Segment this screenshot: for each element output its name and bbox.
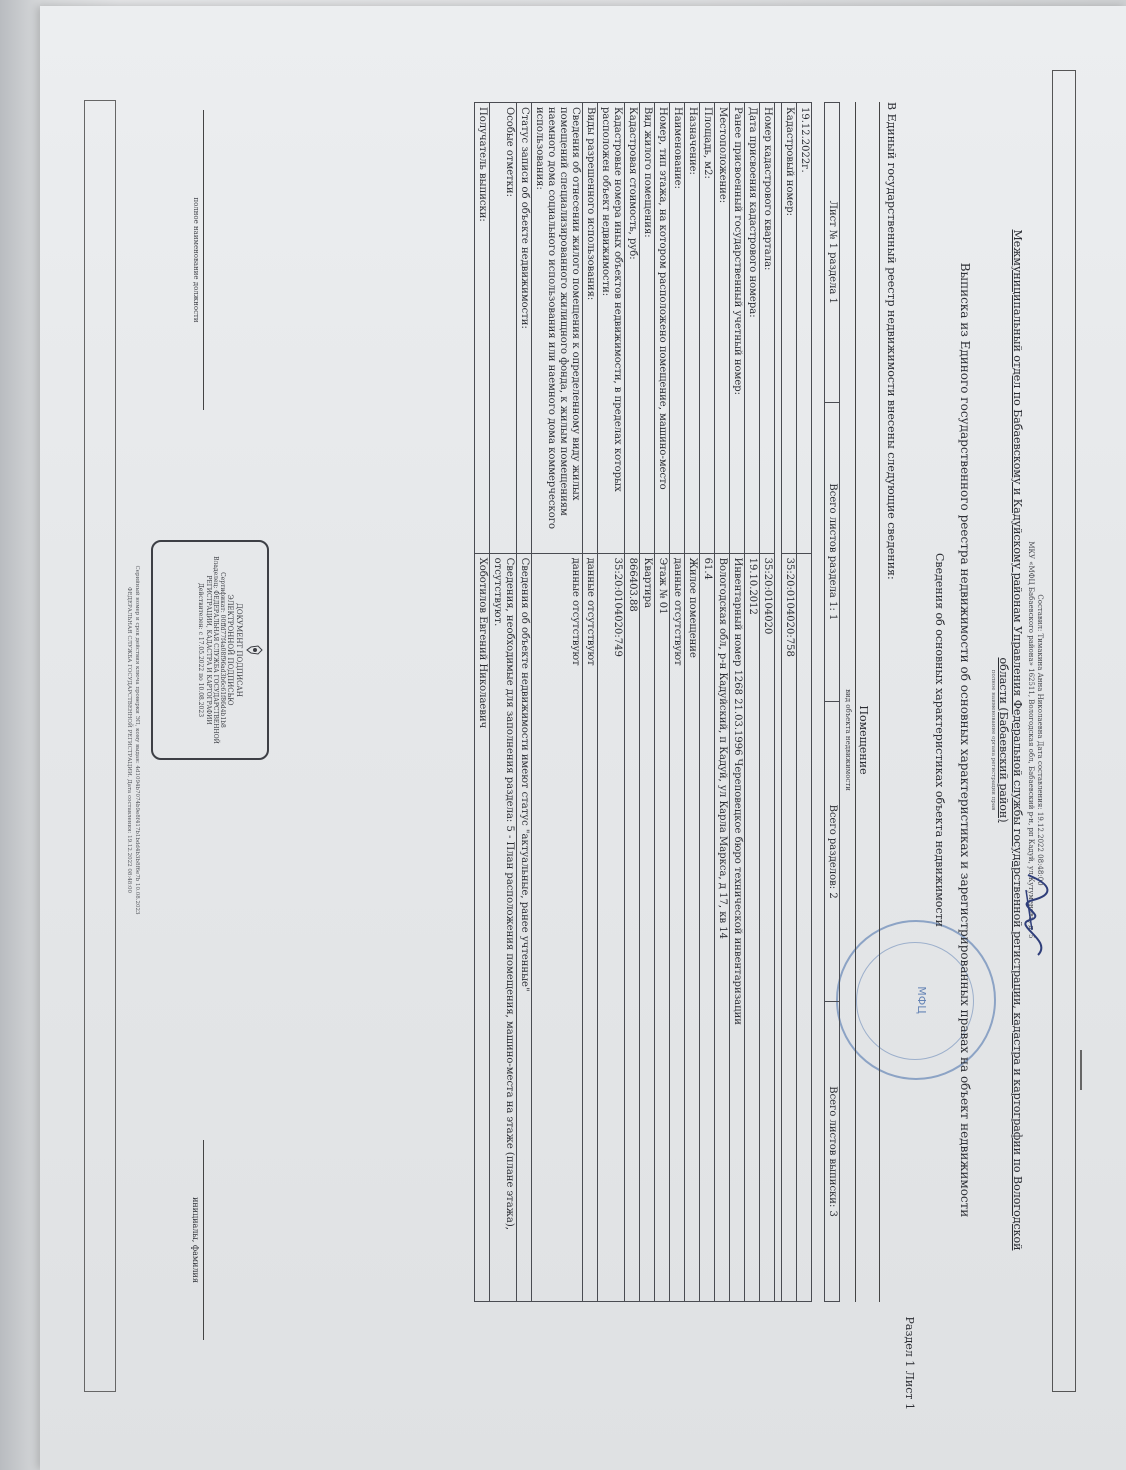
stamp-owner: Владелец: ФЕДЕРАЛЬНАЯ СЛУЖБА ГОСУДАРСТВЕННОЙ (211, 556, 219, 744)
table-row (517, 103, 532, 1302)
document-subtitle: Сведения об основных характеристиках объекта недвижимости (933, 553, 946, 927)
document-title: Выписка из Единого государственного реестра недвижимости об основных характеристиках и зарегистрированных правах на объект недвижимости (958, 262, 972, 1218)
row-value: 61.4 (700, 553, 715, 1301)
table-row (760, 103, 775, 1302)
row-value: данные отсутствуют (583, 553, 598, 1301)
bottom-frame (84, 100, 116, 1392)
rotated-document (54, 40, 1084, 1440)
sheet-number: Лист № 1 раздела 1 (825, 103, 840, 403)
row-label: Статус записи об объекте недвижимости: (517, 103, 532, 554)
table-row (655, 103, 670, 1302)
footer-line-1: Серийный номер и срок действия ключа проверки ЭП, кому выдан: 4d1094b7074b9e8f417b1bdd4b3b8f6e7b 10.08.2023 (134, 565, 140, 915)
date-cell: 19.12.2022г. (797, 103, 812, 554)
main-table (474, 102, 812, 1302)
sections-total: Всего разделов: 2 (825, 702, 840, 1002)
stamp-title-2: ЭЛЕКТРОННОЙ ПОДПИСЬЮ (226, 594, 235, 706)
header-agency-note: полное наименование органа регистрации прав (990, 669, 996, 811)
top-dash (1080, 1050, 1082, 1090)
initials-label: инициалы, фамилия (191, 1197, 200, 1283)
row-label: Площадь, м2: (700, 103, 715, 554)
coat-of-arms-icon (245, 641, 263, 659)
row-value: Хоботилов Евгений Николаевич (475, 553, 490, 1301)
object-type-rule (879, 102, 880, 1302)
table-row (490, 103, 517, 1302)
row-value: данные отсутствуют (670, 553, 685, 1301)
table-row (598, 103, 625, 1302)
table-row (730, 103, 745, 1302)
table-row (700, 103, 715, 1302)
handwritten-signature (1018, 870, 1058, 960)
position-label: полное наименование должности (192, 197, 200, 323)
row-label: Получатель выписки: (475, 103, 490, 554)
header-mfc: МКУ «МФЦ Бабаевского района» 162511, Вологодская обл, Бабаевский р-н, рп Кадуй, ул Кутуменова, д. 5 (1027, 541, 1035, 939)
row-label: Местоположение: (715, 103, 730, 554)
table-row (532, 103, 583, 1302)
sheets-in-section: Всего листов раздела 1: 1 (825, 402, 840, 702)
date-empty (797, 553, 812, 1301)
stamp-cert: Сертификат: 00ffd77f4a08f96ad3b6c61f86d4b1b8 (219, 572, 227, 728)
object-type-note: вид объекта недвижимости (844, 689, 852, 791)
row-value: Сведения об объекте недвижимости имеют статус "актуальные, ранее учтенные" (517, 553, 532, 1301)
section-label: Раздел 1 Лист 1 (903, 1316, 916, 1410)
table-row (475, 103, 490, 1302)
table-row (640, 103, 655, 1302)
row-label: Номер кадастрового квартала: (760, 103, 775, 554)
row-label: Назначение: (685, 103, 700, 554)
cadastral-label: Кадастровый номер: (782, 103, 797, 554)
row-value: 19.10.2012 (745, 553, 760, 1301)
row-value: 35:20:0104020:749 (598, 553, 625, 1301)
stamp-valid: Действителен: с 17.05.2022 по 10.08.2023 (197, 582, 205, 718)
row-value: Этаж № 01 (655, 553, 670, 1301)
cadastral-value: 35:20:0104020:758 (782, 553, 797, 1301)
row-label: Вид жилого помещения: (640, 103, 655, 554)
seal-label: МФЦ (915, 986, 928, 1014)
table-row (745, 103, 760, 1302)
row-label: Дата присвоения кадастрового номера: (745, 103, 760, 554)
header-agency-region: области (Бабаевский район) (997, 657, 1010, 823)
header-frame (1052, 70, 1076, 1392)
table-row (685, 103, 700, 1302)
sheets-total: Всего листов выписки: 3 (825, 1002, 840, 1302)
row-value: Жилое помещение (685, 553, 700, 1301)
position-line (203, 110, 204, 410)
intro-text: В Единый государственный реестр недвижимости внесены следующие сведения: (885, 102, 898, 580)
row-value: 35:20:0104020 (760, 553, 775, 1301)
table-row (583, 103, 598, 1302)
header-compiler: Составил: Тимакина Анна Николаевна Дата составления: 19.12.2022 08:48:00 (1036, 594, 1044, 886)
row-label: Ранее присвоенный государственный учетный номер: (730, 103, 745, 554)
sheet-info-table (824, 102, 840, 1302)
object-type: Помещение (857, 705, 870, 775)
object-type-rule-2 (855, 102, 856, 1302)
stamp-title-1: ДОКУМЕНТ ПОДПИСАН (234, 603, 243, 697)
row-value: Квартира (640, 553, 655, 1301)
electronic-signature-stamp (151, 540, 269, 760)
header-agency: Межмуниципальный отдел по Бабаевскому и Кадуйскому районам Управления Федеральной службы государственной регистрации, кадастра и картографии по Вологодской (1011, 229, 1024, 1251)
spacer-row (775, 103, 782, 1302)
row-label: Особые отметки: (490, 103, 517, 554)
row-value: Вологодская обл, р-н Кадуйский, п Кадуй, ул Карла Маркса, д 17, кв 14 (715, 553, 730, 1301)
row-value: Сведения, необходимые для заполнения раздела: 5 - План расположения помещения, машино-места на этаже (плане этажа), отсутствуют. (490, 553, 517, 1301)
row-value: данные отсутствуют (532, 553, 583, 1301)
row-value: 866403.88 (625, 553, 640, 1301)
stamp-owner-2: РЕГИСТРАЦИИ, КАДАСТРА И КАРТОГРАФИИ (204, 575, 212, 725)
row-label: Наименование: (670, 103, 685, 554)
table-row (625, 103, 640, 1302)
row-label: Виды разрешенного использования: (583, 103, 598, 554)
row-label: Номер, тип этажа, на котором расположено помещение, машино-место (655, 103, 670, 554)
row-label: Сведения об отнесении жилого помещения к определенному виду жилых помещений специализированного жилищного фонда, к жилым помещениям наемного дома социального использования или наемного дома коммерческого использования: (532, 103, 583, 554)
row-value: Инвентарный номер 1268 21.03.1996 Череповецкое бюро технической инвентаризации (730, 553, 745, 1301)
row-label: Кадастровая стоимость, руб: (625, 103, 640, 554)
table-row (715, 103, 730, 1302)
footer-line-2: ФЕДЕРАЛЬНАЯ СЛУЖБА ГОСУДАРСТВЕННОЙ РЕГИСТРАЦИИ. Дата составления: 19.12.2022 08:48:00 (126, 586, 132, 894)
row-label: Кадастровые номера иных объектов недвижимости, в пределах которых расположен объект недвижимости: (598, 103, 625, 554)
table-row (670, 103, 685, 1302)
initials-line (203, 1140, 204, 1340)
